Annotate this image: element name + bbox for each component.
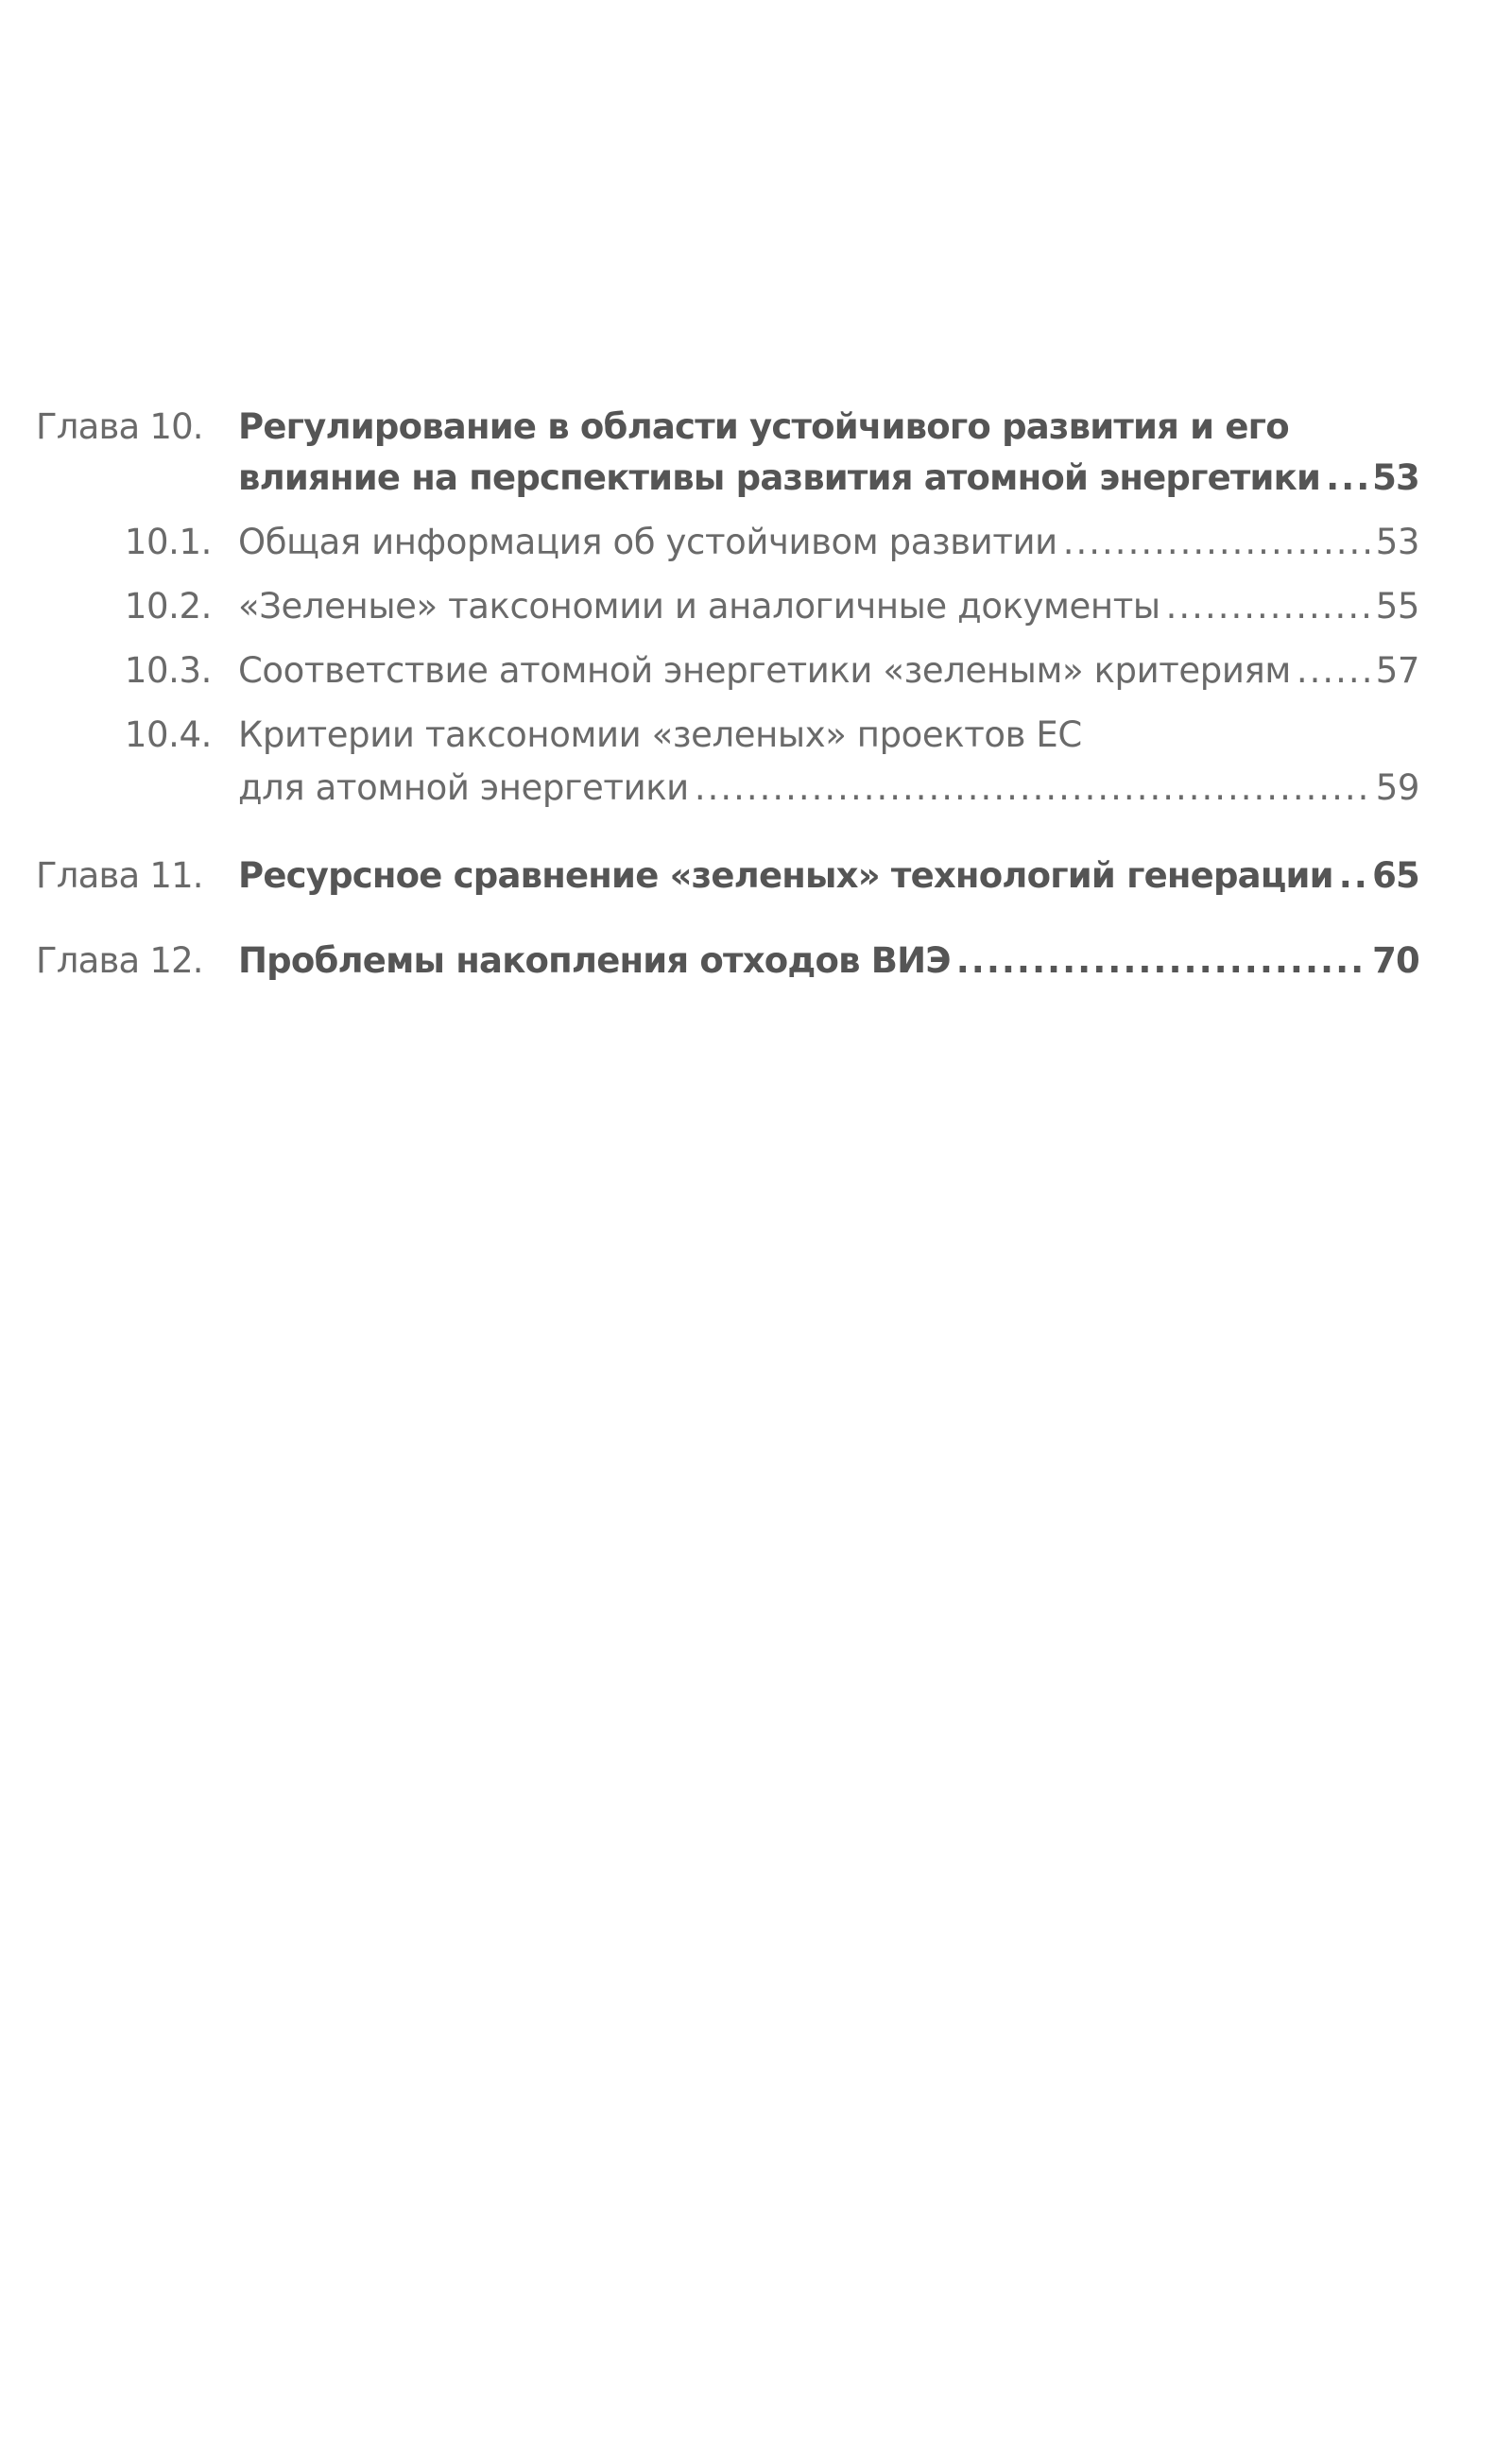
page-number: 53 bbox=[1372, 457, 1419, 498]
section-title-line-1: Критерии таксономии «зеленых» проектов ЕС bbox=[238, 714, 1082, 755]
page-number: 57 bbox=[1375, 650, 1419, 691]
leader-dots bbox=[1339, 855, 1366, 896]
leader-dots bbox=[1326, 457, 1366, 498]
chapter-number: Глава 10. bbox=[36, 406, 203, 447]
section-row bbox=[238, 767, 1419, 808]
leader-dots bbox=[1297, 650, 1370, 691]
page-number: 59 bbox=[1375, 767, 1419, 808]
section-number: 10.3. bbox=[124, 650, 212, 691]
leader-dots bbox=[1063, 522, 1370, 562]
chapter-title-line-2: влияние на перспективы развития атомной энергетики bbox=[238, 457, 1321, 498]
page-number: 53 bbox=[1375, 522, 1419, 562]
chapter-title-row bbox=[238, 855, 1419, 896]
section-row bbox=[238, 650, 1419, 691]
chapter-title: Проблемы накопления отходов ВИЭ bbox=[238, 940, 951, 981]
section-title-line-2: для атомной энергетики bbox=[238, 767, 689, 808]
section-number: 10.4. bbox=[124, 714, 212, 755]
page-number: 55 bbox=[1375, 586, 1419, 627]
section-row bbox=[238, 522, 1419, 562]
chapter-title-row bbox=[238, 457, 1419, 498]
section-title: Общая информация об устойчивом развитии bbox=[238, 522, 1057, 562]
page-number: 70 bbox=[1372, 940, 1419, 981]
chapter-number: Глава 11. bbox=[36, 855, 203, 896]
chapter-title-row bbox=[238, 940, 1419, 981]
section-title: «Зеленые» таксономии и аналогичные документы bbox=[238, 586, 1160, 627]
chapter-title: Ресурсное сравнение «зеленых» технологий генерации bbox=[238, 855, 1333, 896]
chapter-title-line-1: Регулирование в области устойчивого развития и его bbox=[238, 406, 1289, 447]
section-number: 10.1. bbox=[124, 522, 212, 562]
chapter-number: Глава 12. bbox=[36, 940, 203, 981]
page-number: 65 bbox=[1372, 855, 1419, 896]
leader-dots bbox=[1166, 586, 1370, 627]
section-number: 10.2. bbox=[124, 586, 212, 627]
leader-dots bbox=[695, 767, 1370, 808]
section-title: Соответствие атомной энергетики «зеленым» критериям bbox=[238, 650, 1291, 691]
section-row bbox=[238, 586, 1419, 627]
leader-dots bbox=[956, 940, 1366, 981]
